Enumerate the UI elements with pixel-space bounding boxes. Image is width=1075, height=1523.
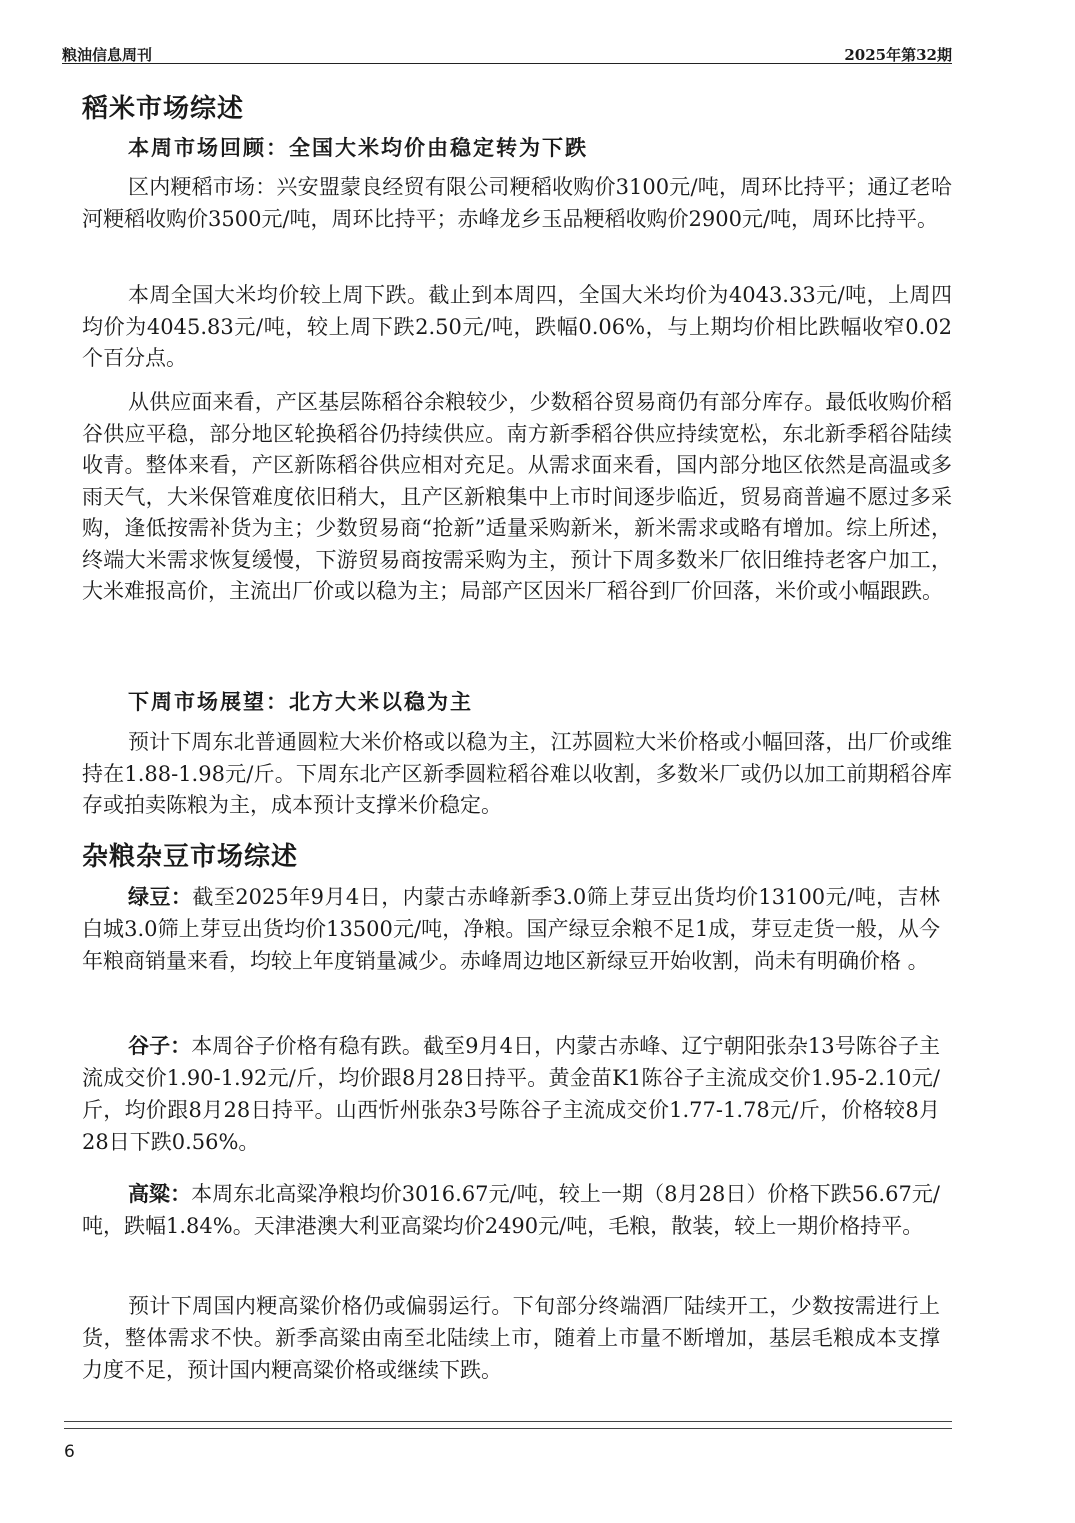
sorghum-label: 高粱： — [128, 1182, 192, 1206]
rice-outlook-heading: 下周市场展望：北方大米以稳为主 — [128, 690, 473, 714]
millet-text: 本周谷子价格有稳有跌。截至9月4日，内蒙古赤峰、辽宁朝阳张杂13号陈谷子主流成交价1.90-1.92元/斤，均价跟8月28日持平。黄金苗K1陈谷子主流成交价1.95-2.10元/斤，均价跟8月28日持平。山西忻州张杂3号陈谷子主流成交价1.77-1.78元/斤，价格较8月28日下跌0.56%。 — [82, 1034, 940, 1154]
millet-paragraph — [82, 1030, 940, 1158]
rice-section-title: 稻米市场综述 — [82, 94, 245, 124]
footer-divider — [64, 1421, 952, 1422]
sorghum-text: 本周东北高粱净粮均价3016.67元/吨，较上一期（8月28日）价格下跌56.67元/吨，跌幅1.84%。天津港澳大利亚高粱均价2490元/吨，毛粮，散装，较上一期价格持平。 — [82, 1182, 940, 1238]
footer-divider-secondary — [64, 1428, 952, 1429]
mung-bean-text: 截至2025年9月4日，内蒙古赤峰新季3.0筛上芽豆出货均价13100元/吨，吉林白城3.0筛上芽豆出货均价13500元/吨，净粮。国产绿豆余粮不足1成，芽豆走货一般，从今年粮商销量来看，均较上年度销量减少。赤峰周边地区新绿豆开始收割，尚未有明确价格 。 — [82, 885, 940, 973]
millet-label: 谷子： — [128, 1034, 192, 1058]
rice-paragraph-supply-demand: 从供应面来看，产区基层陈稻谷余粮较少，少数稻谷贸易商仍有部分库存。最低收购价稻谷供应平稳，部分地区轮换稻谷仍持续供应。南方新季稻谷供应持续宽松，东北新季稻谷陆续收青。整体来看，产区新陈稻谷供应相对充足。从需求面来看，国内部分地区依然是高温或多雨天气，大米保管难度依旧稍大，且产区新粮集中上市时间逐步临近，贸易商普遍不愿过多采购，逢低按需补货为主；少数贸易商“抢新”适量采购新米，新米需求或略有增加。综上所述，终端大米需求恢复缓慢，下游贸易商按需采购为主，预计下周多数米厂依旧维持老客户加工，大米难报高价，主流出厂价或以稳为主；局部产区因米厂稻谷到厂价回落，米价或小幅跟跌。 — [82, 390, 952, 603]
sorghum-paragraph — [82, 1178, 940, 1242]
issue-number: 2025年第32期 — [844, 46, 952, 64]
rice-paragraph-outlook: 预计下周东北普通圆粒大米价格或以稳为主，江苏圆粒大米价格或小幅回落，出厂价或维持在1.88-1.98元/斤。下周东北产区新季圆粒稻谷难以收割，多数米厂或仍以加工前期稻谷库存或拍卖陈粮为主，成本预计支撑米价稳定。 — [82, 730, 952, 817]
rice-paragraph-national-price: 本周全国大米均价较上周下跌。截止到本周四，全国大米均价为4043.33元/吨，上周四均价为4045.83元/吨，较上周下跌2.50元/吨，跌幅0.06%，与上期均价相比跌幅收窄0.02个百分点。 — [82, 283, 952, 370]
rice-paragraph-regional: 区内粳稻市场：兴安盟蒙良经贸有限公司粳稻收购价3100元/吨，周环比持平；通辽老哈河粳稻收购价3500元/吨，周环比持平；赤峰龙乡玉品粳稻收购价2900元/吨，周环比持平。 — [82, 175, 952, 231]
publication-name: 粮油信息周刊 — [62, 46, 153, 64]
sorghum-forecast-paragraph: 预计下周国内粳高粱价格仍或偏弱运行。下旬部分终端酒厂陆续开工，少数按需进行上货，整体需求不快。新季高粱由南至北陆续上市，随着上市量不断增加，基层毛粮成本支撑力度不足，预计国内粳高粱价格或继续下跌。 — [82, 1294, 940, 1382]
mung-bean-paragraph — [82, 881, 940, 977]
grains-section-title: 杂粮杂豆市场综述 — [82, 842, 299, 872]
header-divider — [62, 63, 952, 64]
page-number: 6 — [64, 1442, 75, 1462]
rice-review-heading: 本周市场回顾：全国大米均价由稳定转为下跌 — [128, 136, 588, 160]
mung-bean-label: 绿豆： — [128, 885, 193, 909]
